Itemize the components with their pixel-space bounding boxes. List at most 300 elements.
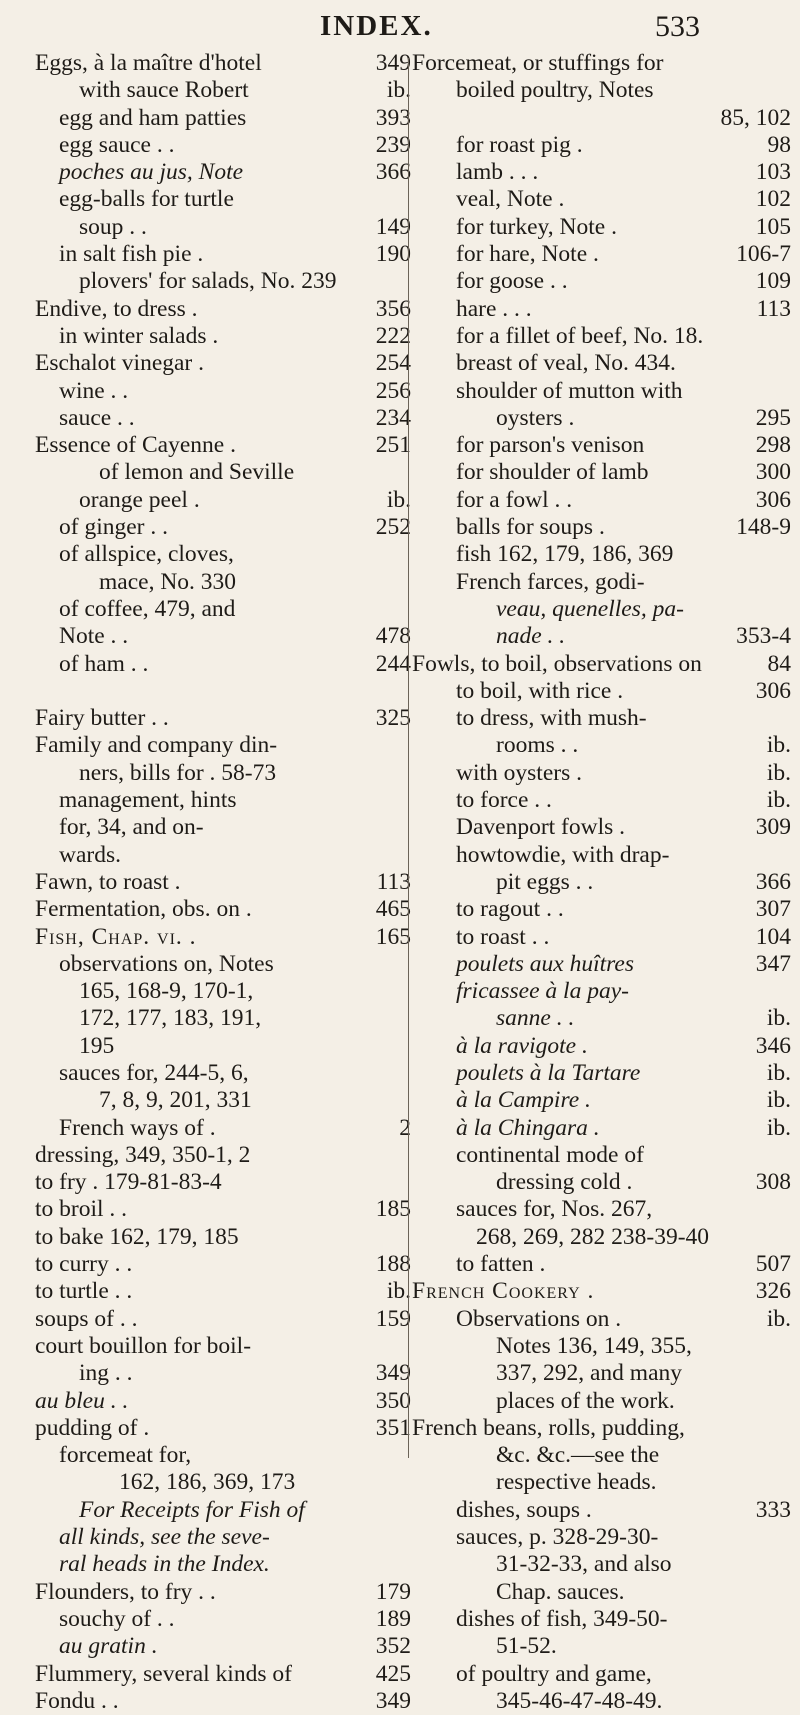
entry-page-ref: ib. [766,1059,791,1086]
index-entry [412,1306,797,1333]
entry-text: poulets aux huîtres [456,950,634,977]
entry-page-ref: 188 [375,1251,411,1278]
entry-text: to fry . 179-81-83-4 [35,1169,222,1196]
index-entry [412,787,797,814]
entry-text: à la Chingara . [456,1114,600,1141]
index-entry [412,1469,797,1496]
entry-text: sauces for, Nos. 267, [456,1196,653,1223]
index-entry [35,1360,413,1387]
index-entry [35,842,413,869]
index-entry [35,1524,413,1551]
index-entry [35,350,413,377]
entry-page-ref: 295 [755,404,791,431]
index-entry [35,1442,413,1469]
index-entry [35,1005,413,1032]
index-entry [35,869,413,896]
entry-page-ref: 256 [375,377,411,404]
index-entry [35,978,413,1005]
index-entry [412,705,797,732]
entry-page-ref: 113 [376,868,411,895]
index-entry [412,978,797,1005]
index-entry [412,814,797,841]
index-entry [35,514,413,541]
entry-text: places of the work. [496,1387,675,1414]
entry-text: Endive, to dress . [35,295,198,322]
index-entry [35,1169,413,1196]
entry-text: 51-52. [496,1633,557,1660]
entry-text: forcemeat for, [59,1442,192,1469]
entry-text: French farces, godi- [456,568,645,595]
entry-text: 195 [79,1032,115,1059]
index-entry [35,378,413,405]
entry-page-ref: 254 [375,350,411,377]
index-entry [412,951,797,978]
entry-page-ref: 148-9 [736,514,791,541]
index-entry [35,1497,413,1524]
index-entry [412,296,797,323]
index-entry [412,1497,797,1524]
entry-text: 345-46-47-48-49. [496,1687,663,1714]
entry-text: for a fillet of beef, No. 18. [456,322,704,349]
index-entry [35,432,413,459]
entry-text: to curry . . [35,1251,133,1278]
entry-page-ref: 300 [755,459,791,486]
entry-text: of lemon and Seville [99,459,295,486]
index-entry [35,1333,413,1360]
entry-page-ref: ib. [766,759,791,786]
index-entry [412,678,797,705]
entry-text: for parson's venison [456,432,645,459]
entry-page-ref: 325 [375,705,411,732]
entry-text: in salt fish pie . [59,241,204,268]
entry-text: for shoulder of lamb [456,459,649,486]
entry-text: plovers' for salads, No. 239 [79,268,337,295]
entry-page-ref: 353-4 [736,623,791,650]
index-entry [412,214,797,241]
entry-text: veal, Note . [456,186,565,213]
entry-text: Flummery, several kinds of [35,1660,292,1687]
index-entry [35,132,413,159]
index-entry [412,1251,797,1278]
index-entry [35,296,413,323]
entry-text: for roast pig . [456,131,583,158]
entry-text: pit eggs . . [496,868,594,895]
entry-text: Fermentation, obs. on . [35,896,252,923]
entry-text: shoulder of mutton with [456,377,683,404]
index-entry [412,1524,797,1551]
index-entry [412,651,797,678]
entry-text: to fatten . [456,1251,546,1278]
entry-text: poches au jus, Note [59,159,244,186]
entry-text: for goose . . [456,268,568,295]
entry-text: to turtle . . [35,1278,133,1305]
entry-text: Observations on . [456,1305,622,1332]
index-entry [35,924,413,951]
index-entry [35,1087,413,1114]
entry-page-ref: 309 [755,814,791,841]
index-entry [412,1278,797,1305]
index-entry [412,1579,797,1606]
index-entry [412,1606,797,1633]
entry-text: management, hints [59,787,237,814]
entry-text: breast of veal, No. 434. [456,350,676,377]
index-entry [412,924,797,951]
entry-text: pudding of . [35,1414,150,1441]
entry-text: observations on, Notes [59,950,274,977]
index-entry [412,896,797,923]
index-entry [35,214,413,241]
entry-text: French beans, rolls, pudding, [412,1414,685,1441]
entry-page-ref: 326 [755,1278,791,1305]
entry-text: veau, quenelles, pa- [496,595,684,622]
index-entry [412,268,797,295]
entry-text: au gratin . [59,1633,158,1660]
index-column-right [412,50,797,1715]
entry-text: sauce . . [59,404,135,431]
entry-text: to boil, with rice . [456,677,624,704]
index-entry [35,186,413,213]
index-entry [412,842,797,869]
index-entry [412,1224,797,1251]
entry-text: of allspice, cloves, [59,541,234,568]
entry-page-ref: 306 [755,486,791,513]
entry-text: dishes of fish, 349-50- [456,1605,668,1632]
running-title: INDEX. [320,10,433,42]
entry-page-ref: 185 [375,1196,411,1223]
entry-text: of coffee, 479, and [59,595,236,622]
entry-text: Eschalot vinegar . [35,350,205,377]
entry-text: respective heads. [496,1469,657,1496]
entry-text: orange peel . [79,486,200,513]
entry-page-ref: 366 [755,868,791,895]
index-entry [35,705,413,732]
entry-page-ref: 306 [755,677,791,704]
index-entry [35,1060,413,1087]
page-number: 533 [655,10,700,43]
index-entry [35,1142,413,1169]
entry-text: Chap. sauces. [496,1578,625,1605]
entry-text: rooms . . [496,732,579,759]
index-entry [35,896,413,923]
entry-text: for hare, Note . [456,241,599,268]
entry-page-ref: 149 [375,213,411,240]
index-entry [35,1033,413,1060]
entry-page-ref: 85, 102 [720,104,791,131]
entry-page-ref: 104 [755,923,791,950]
entry-text: boiled poultry, Notes [456,77,654,104]
entry-text: wards. [59,841,121,868]
index-entry [35,596,413,623]
index-entry [412,1196,797,1223]
entry-text: of ginger . . [59,514,168,541]
entry-page-ref: 98 [767,131,791,158]
index-entry [35,1415,413,1442]
entry-text: sauces, p. 328-29-30- [456,1524,659,1551]
index-entry [35,678,413,705]
index-entry [412,760,797,787]
entry-page-ref: ib. [766,1005,791,1032]
entry-page-ref: 2 [399,1114,411,1141]
entry-page-ref: 351 [375,1414,411,1441]
index-entry [412,459,797,486]
entry-page-ref: 222 [375,322,411,349]
entry-page-ref: ib. [386,486,411,513]
index-entry [35,1633,413,1660]
entry-page-ref: 366 [375,159,411,186]
entry-text: 337, 292, and many [496,1360,683,1387]
entry-text: For Receipts for Fish of [79,1496,305,1523]
entry-text: wine . . [59,377,129,404]
entry-text: soup . . [79,213,147,240]
entry-page-ref: 478 [375,623,411,650]
index-entry [35,1278,413,1305]
entry-text: dressing cold . [496,1169,633,1196]
index-entry [35,1551,413,1578]
entry-text: Fawn, to roast . [35,868,181,895]
index-entry [412,159,797,186]
entry-page-ref: 109 [755,268,791,295]
entry-text: 31-32-33, and also [496,1551,672,1578]
entry-page-ref: 189 [375,1605,411,1632]
entry-page-ref: ib. [386,1278,411,1305]
entry-page-ref: 393 [375,104,411,131]
entry-page-ref: ib. [386,77,411,104]
index-entry [35,1196,413,1223]
index-entry [412,1142,797,1169]
entry-text: egg and ham patties [59,104,247,131]
index-entry [412,1688,797,1715]
entry-text: 165, 168-9, 170-1, [79,978,254,1005]
index-entry [35,651,413,678]
index-entry [412,1661,797,1688]
entry-page-ref: ib. [766,1087,791,1114]
index-entry [35,323,413,350]
index-entry [35,77,413,104]
index-entry [35,1469,413,1496]
entry-text: Eggs, à la maître d'hotel [35,50,262,76]
entry-text: lamb . . . [456,159,539,186]
index-entry [35,787,413,814]
entry-text: egg sauce . . [59,131,175,158]
index-entry [412,1388,797,1415]
entry-text: to roast . . [456,923,550,950]
entry-text: 162, 186, 369, 173 [119,1469,296,1496]
index-entry [412,50,797,77]
entry-text: Essence of Cayenne . [35,432,236,459]
entry-page-ref: 347 [755,950,791,977]
entry-text: to force . . [456,787,552,814]
page-header [0,10,800,50]
entry-text: hare . . . [456,295,532,322]
index-entry [35,1251,413,1278]
entry-text: in winter salads . [59,322,219,349]
index-entry [412,1115,797,1142]
entry-page-ref: 465 [375,896,411,923]
entry-text: ners, bills for . 58-73 [79,759,277,786]
index-entry [412,1005,797,1032]
entry-text: 268, 269, 282 238-39-40 [476,1223,710,1250]
entry-page-ref: 105 [755,213,791,240]
entry-page-ref: 251 [375,432,411,459]
entry-text: howtowdie, with drap- [456,841,670,868]
entry-text: sauces for, 244-5, 6, [59,1059,249,1086]
index-entry [412,1333,797,1360]
index-entry [412,350,797,377]
entry-text: dressing, 349, 350-1, 2 [35,1141,251,1168]
entry-text: Forcemeat, or stuffings for [412,50,664,76]
index-entry [412,596,797,623]
entry-page-ref: 113 [756,295,791,322]
entry-page-ref: 350 [375,1387,411,1414]
entry-text: au bleu . . [35,1387,129,1414]
entry-text: dishes, soups . [456,1496,592,1523]
entry-text: 172, 177, 183, 191, [79,1005,262,1032]
entry-text: of poultry and game, [456,1660,652,1687]
entry-page-ref: 159 [375,1305,411,1332]
entry-page-ref: ib. [766,1305,791,1332]
entry-text: ral heads in the Index. [59,1551,270,1578]
index-entry [412,869,797,896]
entry-text: sanne . . [496,1005,575,1032]
entry-page-ref: 333 [755,1496,791,1523]
entry-text: balls for soups . [456,514,605,541]
entry-text: for a fowl . . [456,486,573,513]
entry-text: for, 34, and on- [59,814,204,841]
index-entry [412,432,797,459]
index-entry [412,77,797,104]
entry-text: fricassee à la pay- [456,978,629,1005]
index-entry [412,405,797,432]
entry-page-ref: 346 [755,1032,791,1059]
index-entry [35,50,413,77]
index-entry [412,623,797,650]
index-entry [412,1551,797,1578]
index-entry [412,1360,797,1387]
index-entry [35,1224,413,1251]
entry-text: à la Campire . [456,1087,591,1114]
entry-page-ref: 298 [755,432,791,459]
entry-page-ref: 239 [375,131,411,158]
index-entry [412,323,797,350]
index-entry [35,1388,413,1415]
entry-text: Fowls, to boil, observations on [412,650,702,677]
index-entry [412,1442,797,1469]
entry-text: mace, No. 330 [99,568,237,595]
index-entry [412,1033,797,1060]
entry-text: Fondu . . [35,1687,119,1714]
index-entry [35,105,413,132]
index-entry [35,1579,413,1606]
entry-text: French ways of . [59,1114,216,1141]
index-entry [412,487,797,514]
index-entry [35,1306,413,1333]
index-entry [35,732,413,759]
index-entry [35,1115,413,1142]
entry-text: for turkey, Note . [456,213,617,240]
index-entry [35,814,413,841]
index-entry [412,1060,797,1087]
entry-page-ref: 165 [375,923,411,950]
entry-text: Notes 136, 149, 355, [496,1332,692,1359]
index-entry [412,569,797,596]
index-entry [35,569,413,596]
entry-page-ref: 507 [755,1251,791,1278]
index-entry [35,405,413,432]
entry-page-ref: 349 [375,50,411,76]
entry-page-ref: 234 [375,404,411,431]
entry-text: 7, 8, 9, 201, 331 [99,1087,252,1114]
entry-page-ref: 106-7 [736,241,791,268]
entry-page-ref: ib. [766,787,791,814]
index-entry [35,1606,413,1633]
entry-text: ing . . [79,1360,133,1387]
entry-page-ref: 179 [375,1578,411,1605]
entry-page-ref: 308 [755,1169,791,1196]
entry-text: court bouillon for boil- [35,1332,252,1359]
entry-text: Fairy butter . . [35,705,169,732]
entry-text: French Cookery . [412,1278,595,1305]
index-entry [35,487,413,514]
index-entry [412,1087,797,1114]
entry-text: Family and company din- [35,732,278,759]
index-entry [35,241,413,268]
index-entry [412,132,797,159]
entry-page-ref: 244 [375,650,411,677]
entry-page-ref: 349 [375,1687,411,1714]
entry-page-ref: 103 [755,159,791,186]
index-entry [35,1688,413,1715]
entry-page-ref: ib. [766,1114,791,1141]
entry-text: Davenport fowls . [456,814,626,841]
entry-text: fish 162, 179, 186, 369 [456,541,674,568]
entry-text: to bake 162, 179, 185 [35,1223,239,1250]
entry-page-ref: 425 [375,1660,411,1687]
entry-text: with oysters . [456,759,582,786]
index-entry [35,541,413,568]
entry-text: Fish, Chap. vi. . [35,923,197,950]
index-entry [35,159,413,186]
entry-page-ref: 252 [375,514,411,541]
entry-text: of ham . . [59,650,149,677]
entry-text: to dress, with mush- [456,705,647,732]
index-entry [412,105,797,132]
entry-text: nade . . [496,623,566,650]
entry-page-ref: 349 [375,1360,411,1387]
index-column-left [35,50,413,1715]
index-entry [412,1633,797,1660]
index-entry [35,1661,413,1688]
entry-text: poulets à la Tartare [456,1059,641,1086]
entry-text: egg-balls for turtle [59,186,234,213]
entry-text: soups of . . [35,1305,138,1332]
entry-text: to ragout . . [456,896,564,923]
entry-text: Note . . [59,623,129,650]
index-entry [412,541,797,568]
entry-page-ref: 352 [375,1633,411,1660]
entry-text: oysters . [496,404,575,431]
entry-text: souchy of . . [59,1605,175,1632]
entry-page-ref: 190 [375,241,411,268]
index-entry [412,378,797,405]
index-entry [412,732,797,759]
index-entry [35,459,413,486]
entry-page-ref: 307 [755,896,791,923]
entry-page-ref: 356 [375,295,411,322]
entry-text: all kinds, see the seve- [59,1524,270,1551]
entry-text: continental mode of [456,1141,644,1168]
index-entry [412,514,797,541]
index-entry [412,241,797,268]
